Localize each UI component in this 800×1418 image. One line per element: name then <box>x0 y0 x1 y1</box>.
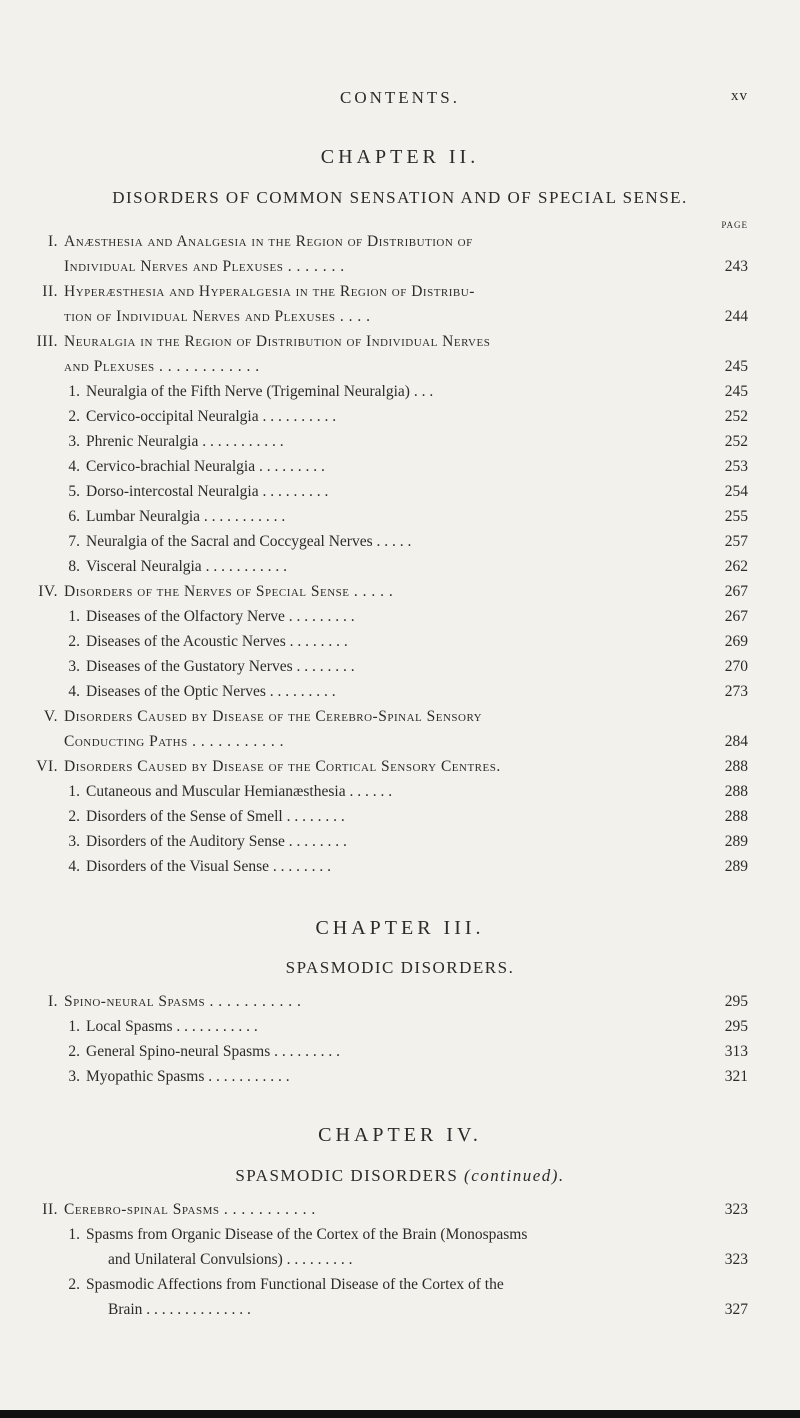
toc-entry: II. Hyperæsthesia and Hyperalgesia in the Region of Distribu- <box>42 283 475 300</box>
chapter-4-title-note: (continued). <box>464 1166 565 1185</box>
page-column-label: PAGE <box>721 220 748 230</box>
toc-subentry: 3. Phrenic Neuralgia . . . . . . . . . . . 252 <box>68 433 748 450</box>
chapter-4-title <box>0 1166 800 1186</box>
toc-entry-continuation: Conducting Paths . . . . . . . . . . . 284 <box>64 733 748 750</box>
toc-subentry: 4. Diseases of the Optic Nerves . . . . . . . . . 273 <box>68 683 748 700</box>
chapter-3-title: SPASMODIC DISORDERS. <box>285 958 515 977</box>
chapter-2-title: DISORDERS OF COMMON SENSATION AND OF SPECIAL SENSE. <box>112 188 688 207</box>
toc-entry: VI. Disorders Caused by Disease of the Cortical Sensory Centres. 288 <box>36 758 748 775</box>
running-title: CONTENTS. <box>339 88 461 107</box>
toc-subentry: 2. Cervico-occipital Neuralgia . . . . . . . . . . 252 <box>68 408 748 425</box>
toc-entry: IV. Disorders of the Nerves of Special Sense . . . . . 267 <box>38 583 748 600</box>
toc-entry-continuation: tion of Individual Nerves and Plexuses . . . . 244 <box>64 308 748 325</box>
toc-subentry: 3. Disorders of the Auditory Sense . . . . . . . . 289 <box>68 833 748 850</box>
toc-subentry: 5. Dorso-intercostal Neuralgia . . . . . . . . . 254 <box>68 483 748 500</box>
toc-subentry: 8. Visceral Neuralgia . . . . . . . . . . . 262 <box>68 558 748 575</box>
toc-subentry: 2. Diseases of the Acoustic Nerves . . . . . . . . 269 <box>68 633 748 650</box>
toc-subentry: 2. General Spino-neural Spasms . . . . . . . . . 313 <box>68 1043 748 1060</box>
toc-entry-continuation: and Plexuses . . . . . . . . . . . . 245 <box>64 358 748 375</box>
chapter-4-heading: CHAPTER IV. <box>318 1124 482 1146</box>
toc-subentry: 1. Spasms from Organic Disease of the Cortex of the Brain (Monospasms <box>68 1226 528 1243</box>
toc-entry-continuation: Individual Nerves and Plexuses . . . . . . . 243 <box>64 258 748 275</box>
toc-entry: V. Disorders Caused by Disease of the Cerebro-Spinal Sensory <box>43 708 483 725</box>
toc-subentry: 1. Local Spasms . . . . . . . . . . . 295 <box>68 1018 748 1035</box>
toc-subentry: 2. Spasmodic Affections from Functional Disease of the Cortex of the <box>68 1276 504 1293</box>
toc-entry: I. Anæsthesia and Analgesia in the Region of Distribution of <box>47 233 473 250</box>
chapter-2-heading: CHAPTER II. <box>320 146 480 168</box>
chapter-3-heading: CHAPTER III. <box>315 917 485 939</box>
running-head <box>0 88 800 110</box>
page-numeral: xv <box>731 88 748 104</box>
toc-subentry: 2. Disorders of the Sense of Smell . . . . . . . . 288 <box>68 808 748 825</box>
toc-subentry: 4. Cervico-brachial Neuralgia . . . . . . . . . 253 <box>68 458 748 475</box>
toc-subentry-continuation: and Unilateral Convulsions) . . . . . . . . . 323 <box>108 1251 748 1268</box>
toc-entry: I. Spino-neural Spasms . . . . . . . . . . . 295 <box>47 993 748 1010</box>
toc-entry: II. Cerebro-spinal Spasms . . . . . . . . . . . 323 <box>42 1201 748 1218</box>
toc-subentry: 1. Cutaneous and Muscular Hemianæsthesia . . . . . . 288 <box>68 783 748 800</box>
toc-subentry: 6. Lumbar Neuralgia . . . . . . . . . . . 255 <box>68 508 748 525</box>
toc-subentry-continuation: Brain . . . . . . . . . . . . . . 327 <box>108 1301 748 1318</box>
toc-subentry: 1. Neuralgia of the Fifth Nerve (Trigeminal Neuralgia) . . . 245 <box>68 383 748 400</box>
toc-subentry: 3. Myopathic Spasms . . . . . . . . . . . 321 <box>68 1068 748 1085</box>
chapter-4-title-text: SPASMODIC DISORDERS <box>235 1166 459 1185</box>
toc-entry: III. Neuralgia in the Region of Distribution of Individual Nerves <box>36 333 491 350</box>
toc-subentry: 4. Disorders of the Visual Sense . . . . . . . . 289 <box>68 858 748 875</box>
toc-subentry: 7. Neuralgia of the Sacral and Coccygeal Nerves . . . . . 257 <box>68 533 748 550</box>
page-edge-rule <box>0 1410 800 1418</box>
toc-subentry: 1. Diseases of the Olfactory Nerve . . . . . . . . . 267 <box>68 608 748 625</box>
toc-subentry: 3. Diseases of the Gustatory Nerves . . . . . . . . 270 <box>68 658 748 675</box>
